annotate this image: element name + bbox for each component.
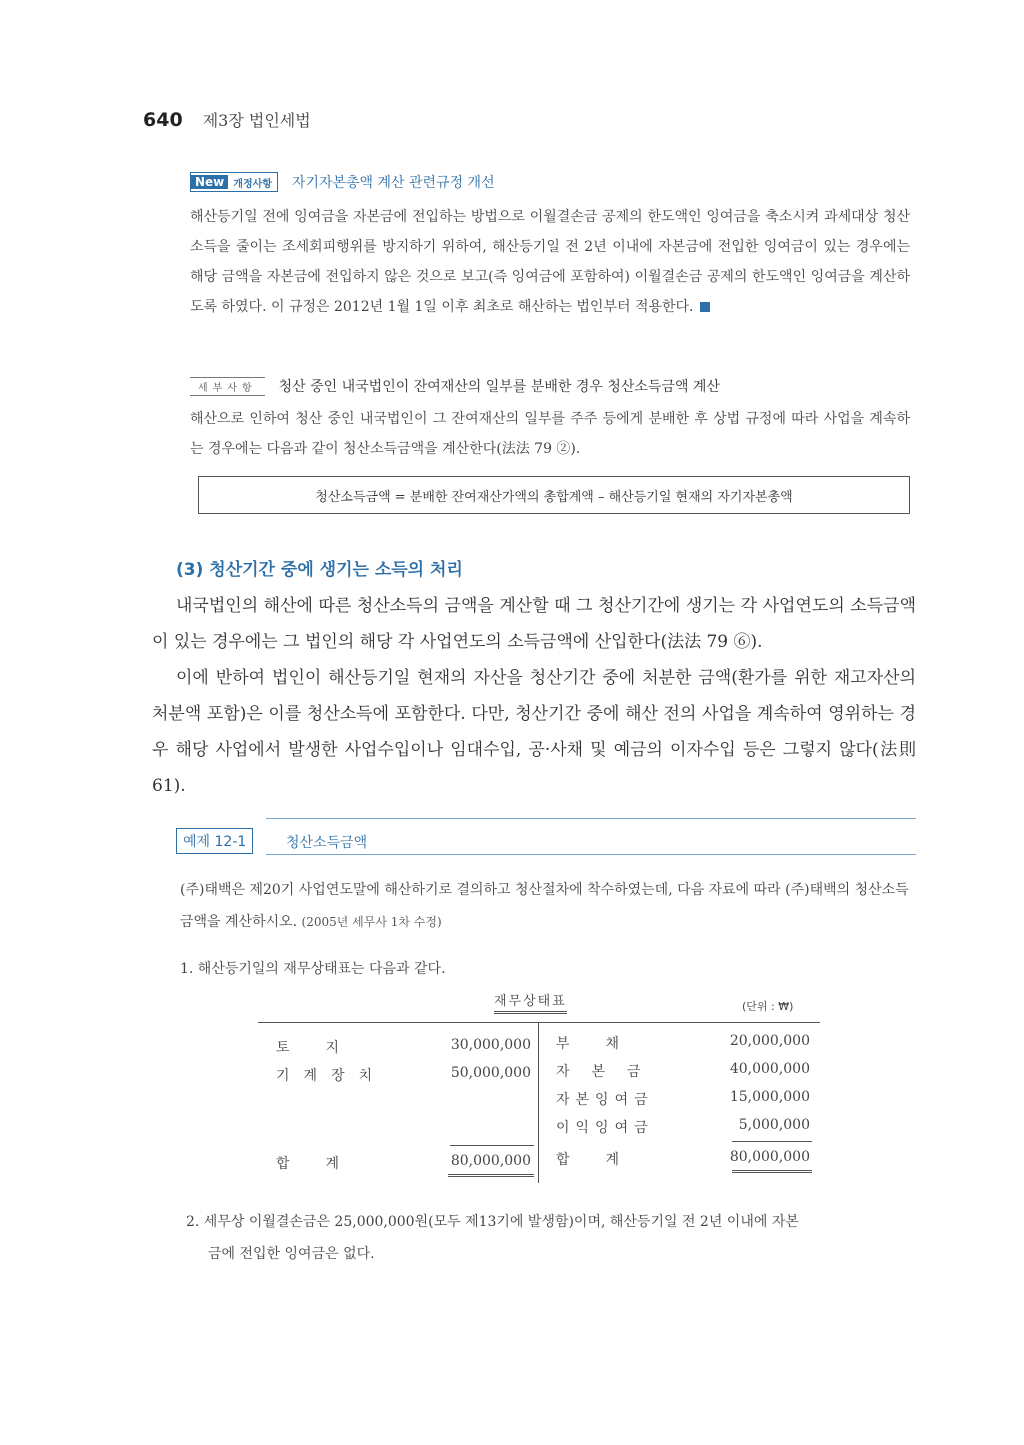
sum-rule-left [450,1145,534,1146]
revision-note-title: 자기자본총액 계산 관련규정 개선 [291,175,495,191]
balance-sheet-unit: (단위 : ₩) [742,1000,794,1013]
new-revision-badge [190,172,278,192]
asset-row [276,1037,531,1065]
example-header [176,816,916,856]
total-label-right: 합계 [556,1152,656,1168]
example-intro-text: (주)태백은 제20기 사업연도말에 해산하기로 결의하고 청산절차에 착수하였는데, 다음 자료에 따라 (주)태백의 청산소득금액을 계산하시오. [180,882,909,930]
section-paragraph-1: 내국법인의 해산에 따른 청산소득의 금액을 계산할 때 그 청산기간에 생기는 각 사업연도의 소득금액이 있는 경우에는 그 법인의 해당 각 사업연도의 소득금액에 산입한다(法法 79 ⑥). [152,596,916,652]
revision-note-body [190,202,910,322]
total-label-left: 합계 [276,1156,376,1172]
new-badge-label: New [191,175,228,189]
balance-sheet-divider [538,1023,539,1183]
formula-text: 청산소득금액 = 분배한 잔여재산가액의 총합계액 – 해산등기일 현재의 자기자본총액 [315,489,793,505]
asset-amount: 50,000,000 [450,1065,531,1081]
revision-badge-label: 개정사항 [233,178,272,190]
running-header [143,108,311,131]
section-paragraph-2: 이에 반하여 법인이 해산등기일 현재의 자산을 청산기간 중에 처분한 금액(환가를 위한 재고자산의 처분액 포함)은 이를 청산소득에 포함한다. 다만, 청산기간 중에 해산 전의 사업을 계속하여 영위하는 경우 해당 사업에서 발생한 사업수입이나 임대수입, 공·사채 및 예금의 이자수입 등은 그렇지 않다(法則 61). [152,668,916,796]
liability-amount: 15,000,000 [729,1089,810,1105]
liability-row [556,1089,810,1117]
tax-detail-note [190,376,910,464]
asset-label: 토지 [276,1040,376,1056]
asset-label: 기계장치 [276,1068,387,1084]
section-body [152,588,916,804]
tax-detail-badge: 세부사항 [190,377,265,396]
example-title: 청산소득금액 [286,835,368,851]
total-amount-left: 80,000,000 [450,1153,531,1169]
asset-row [276,1065,531,1093]
liability-label: 자본잉여금 [556,1092,654,1108]
liability-label: 자본금 [556,1064,663,1080]
revision-note-text: 해산등기일 전에 잉여금을 자본금에 전입하는 방법으로 이월결손금 공제의 한도액인 잉여금을 축소시켜 과세대상 청산소득을 줄이는 조세회피행위를 방지하기 위하여, 해산등기일 전 2년 이내에 자본금에 전입한 잉여금이 있는 경우에는 해당 금액을 자본금에 전입하지 않은 것으로 보고(즉 잉여금에 포함하여) 이월결손금 공제의 한도액인 잉여금을 계산하도록 하였다. 이 규정은 2012년 1월 1일 이후 최초로 해산하는 법인부터 적용한다. [190,209,910,315]
liability-row [556,1033,810,1061]
liability-amount: 40,000,000 [729,1061,810,1077]
tax-detail-body: 해산으로 인하여 청산 중인 내국법인이 그 잔여재산의 일부를 주주 등에게 분배한 후 상법 규정에 따라 사업을 계속하는 경우에는 다음과 같이 청산소득금액을 계산한다(法法 79 ②). [190,411,910,457]
example-top-rule [266,818,916,819]
example-item-2-line-1: 2. 세무상 이월결손금은 25,000,000원(모두 제13기에 발생함)이며, 해산등기일 전 2년 이내에 자본 [186,1214,799,1230]
example-item-1: 1. 해산등기일의 재무상태표는 다음과 같다. [180,961,446,977]
liability-amount: 20,000,000 [729,1033,810,1049]
balance-sheet-title: 재무상태표 [494,990,567,1014]
liability-label: 이익잉여금 [556,1120,654,1136]
double-rule-left [448,1174,534,1177]
double-rule-right [732,1170,812,1173]
end-mark-icon [700,302,710,312]
example-item-2-line-2: 금에 전입한 잉여금은 없다. [208,1246,375,1262]
example-bottom-rule [266,854,916,855]
example-intro [180,874,916,938]
example-number-badge: 예제 12-1 [176,828,253,854]
example-source: (2005년 세무사 1차 수정) [301,915,442,929]
asset-amount: 30,000,000 [450,1037,531,1053]
tax-detail-header [190,376,910,396]
sum-rule-right [732,1141,812,1142]
liability-row [556,1061,810,1089]
total-amount-right: 80,000,000 [729,1149,810,1165]
page-number: 640 [143,109,183,131]
liability-label: 부채 [556,1036,656,1052]
revision-note-header [190,172,910,192]
liability-amount: 5,000,000 [738,1117,810,1133]
section-heading: (3) 청산기간 중에 생기는 소득의 처리 [176,560,463,580]
chapter-title: 제3장 법인세법 [202,111,311,130]
balance-sheet-table [258,1022,820,1183]
tax-detail-title: 청산 중인 내국법인이 잔여재산의 일부를 분배한 경우 청산소득금액 계산 [278,379,720,395]
revision-note [190,172,910,322]
example-item-2 [186,1206,916,1270]
formula-box [198,476,910,514]
